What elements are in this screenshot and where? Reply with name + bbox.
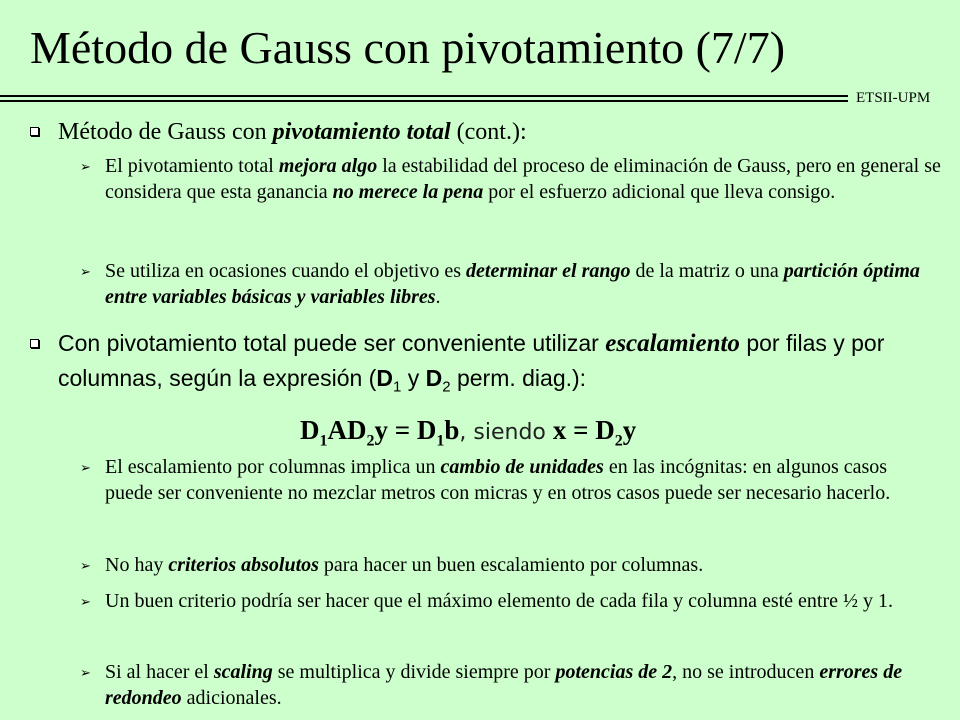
arrow-bullet-icon: ➢: [80, 265, 91, 280]
title-rule: [0, 95, 848, 102]
checkbox-bullet-icon: [30, 339, 39, 348]
sub-item-text: Un buen criterio podría ser hacer que el máximo elemento de cada fila y columna esté entre ½ y 1.: [105, 590, 894, 612]
sub-item-text: El pivotamiento total mejora algo la estabilidad del proceso de eliminación de Gauss, pero en general se considera que esta ganancia no merece la pena por el esfuerzo adicional que lleva consigo.: [105, 155, 941, 203]
sub-item-text: El escalamiento por columnas implica un cambio de unidades en las incógnitas: en algunos casos puede ser conveniente no mezclar metros con micras y en otros casos puede ser necesario hacerlo.: [105, 456, 891, 504]
arrow-bullet-icon: ➢: [80, 559, 91, 574]
bullet-text: Con pivotamiento total puede ser conveniente utilizar escalamiento por filas y por columnas, según la expresión ($D_1$ y $D_2$ perm. diag.):: [58, 330, 885, 396]
sub-item-text: No hay criterios absolutos para hacer un buen escalamiento por columnas.: [105, 554, 704, 576]
arrow-bullet-icon: ➢: [80, 160, 91, 175]
arrow-bullet-icon: ➢: [80, 461, 91, 476]
slide-title: Método de Gauss con pivotamiento (7/7): [30, 22, 786, 73]
arrow-bullet-icon: ➢: [80, 595, 91, 610]
sub-item-text: Si al hacer el scaling se multiplica y divide siempre por potencias de 2, no se introducen errores de redondeo adicionales.: [105, 661, 903, 709]
bullet-text: Método de Gauss con pivotamiento total (cont.):: [58, 119, 527, 145]
institution-tag: ETSII-UPM: [856, 90, 931, 106]
checkbox-bullet-icon: [30, 127, 39, 136]
scaling-equation: $D_1AD_2y = D_1b$, siendo $x = D_2y$: [300, 415, 637, 450]
arrow-bullet-icon: ➢: [80, 666, 91, 681]
sub-item-text: Se utiliza en ocasiones cuando el objetivo es determinar el rango de la matriz o una partición óptima entre variables básicas y variables libres.: [105, 260, 920, 308]
